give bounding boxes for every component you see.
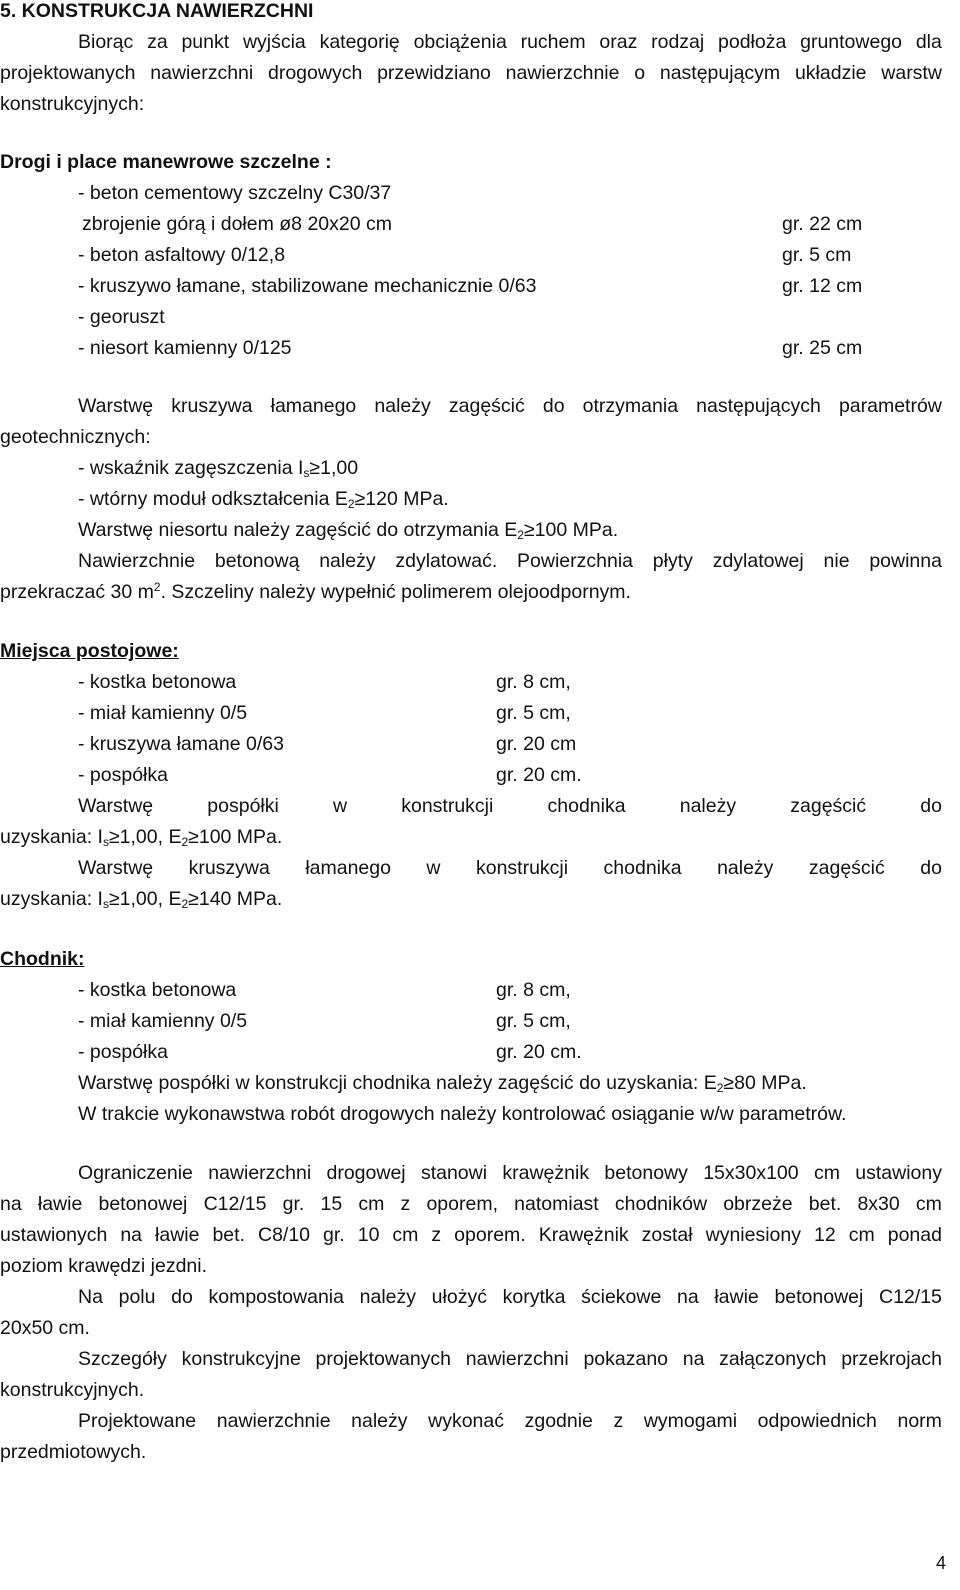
word: kruszywa (188, 857, 270, 879)
niesort-compaction: Warstwę niesortu należy zagęścić do otrzymania E2≥100 MPa. (78, 519, 619, 542)
word: drogowej (326, 1162, 406, 1184)
word: zdylatowej (712, 550, 804, 572)
roads-layer-name: - kruszywo łamane, stabilizowane mechanicznie 0/63 (78, 275, 537, 297)
word: cm (915, 1193, 942, 1215)
details-line-2: konstrukcyjnych. (0, 1379, 145, 1401)
word: C12/15 (879, 1286, 942, 1308)
word: gr. (323, 1224, 345, 1246)
word: kategorię (319, 31, 400, 53)
roads-layer-thickness: gr. 25 cm (782, 337, 863, 359)
word: należy (679, 795, 737, 817)
parking-layer-name: - pospółka (78, 764, 168, 786)
word: gr. (282, 1193, 305, 1215)
word: zgodnie (524, 1410, 593, 1432)
parking-note-2-line-1 (78, 853, 942, 884)
word: łamanego (270, 395, 357, 417)
word: konstrukcji (401, 795, 494, 817)
word: 12 (814, 1224, 836, 1246)
word: wykonać (428, 1410, 504, 1432)
parking-layer-name: - kostka betonowa (78, 671, 237, 693)
word: 8x30 (857, 1193, 900, 1215)
roads-heading: Drogi i place manewrowe szczelne : (0, 151, 332, 173)
word: nawierzchni (465, 1348, 569, 1370)
word: zagęścić (790, 795, 867, 817)
word: konstrukcyjne (181, 1348, 301, 1370)
word: natomiast (514, 1193, 599, 1215)
sidewalk-layer-thickness: gr. 8 cm, (496, 979, 571, 1001)
word: należy (374, 395, 431, 417)
dilatation-line-2: przekraczać 30 $m^2$. Szczeliny należy wypełnić polimerem olejoodpornym. (0, 580, 631, 603)
word: obciążenia (413, 31, 507, 53)
word: drogowych (268, 62, 363, 84)
word: Nawierzchnie (78, 550, 196, 572)
word: ławie (37, 1193, 83, 1215)
word: Powierzchnia (517, 550, 634, 572)
word: należy (351, 1410, 408, 1432)
word: dla (915, 31, 942, 53)
sidewalk-heading: Chodnik: (0, 948, 85, 970)
word: na (682, 1348, 705, 1370)
word: należy (359, 1286, 417, 1308)
roads-layer-name: - beton cementowy szczelny C30/37 (78, 182, 392, 204)
parking-note-1-line-2: uzyskania: Is≥1,00, E2≥100 MPa. (0, 826, 283, 849)
compaction-intro-line-2: geotechnicznych: (0, 426, 151, 448)
roads-layer-name: - niesort kamienny 0/125 (78, 337, 292, 359)
word: C12/15 (203, 1193, 267, 1215)
param-secondary-modulus: - wtórny moduł odkształcenia E2≥120 MPa. (78, 488, 449, 511)
word: powinna (869, 550, 942, 572)
compost-line-2: 20x50 cm. (0, 1317, 90, 1339)
word: konstrukcji (475, 857, 569, 879)
compaction-intro-line-1 (78, 391, 942, 422)
word: podłoża (718, 31, 787, 53)
word: bet. (212, 1224, 245, 1246)
word: wyniesiony (705, 1224, 802, 1246)
word: do (920, 795, 942, 817)
word: oporem, (426, 1193, 498, 1215)
word: pospółki (207, 795, 279, 817)
curb-line-4: poziom krawędzi jezdni. (0, 1255, 208, 1277)
parking-layer-thickness: gr. 20 cm (496, 733, 577, 755)
roads-layer-thickness: gr. 22 cm (782, 213, 863, 235)
word: cm (813, 1162, 840, 1184)
word: na (0, 1193, 22, 1215)
word: przewidziano (377, 62, 491, 84)
roads-layer-thickness: gr. 12 cm (782, 275, 863, 297)
word: chodnika (603, 857, 682, 879)
word: Ograniczenie (78, 1162, 193, 1184)
word: w (426, 857, 441, 879)
word: za (147, 31, 168, 53)
parking-layer-name: - miał kamienny 0/5 (78, 702, 248, 724)
word: Krawężnik (538, 1224, 629, 1246)
word: na (120, 1224, 143, 1246)
word: w (332, 795, 348, 817)
roads-layer-thickness: gr. 5 cm (782, 244, 852, 266)
word: otrzymania (582, 395, 679, 417)
curb-line-3 (0, 1220, 942, 1251)
word: 15 (320, 1193, 343, 1215)
intro-line-2 (0, 58, 942, 89)
word: nawierzchni (208, 1162, 312, 1184)
word: kruszywa (171, 395, 253, 417)
word: zdylatować. (395, 550, 498, 572)
word: stanowi (420, 1162, 488, 1184)
word: obrzeże (723, 1193, 793, 1215)
word: betonową (214, 550, 300, 572)
word: ławie (155, 1224, 200, 1246)
word: ustawionych (0, 1224, 108, 1246)
word: 10 (357, 1224, 380, 1246)
sidewalk-note-2: W trakcie wykonawstwa robót drogowych należy kontrolować osiąganie w/w parametrów. (78, 1103, 847, 1125)
word: nawierzchnie (505, 62, 620, 84)
word: cm (848, 1224, 875, 1246)
word: nie (823, 550, 850, 572)
param-compaction-index: - wskaźnik zagęszczenia Is≥1,00 (78, 457, 359, 480)
word: Na (78, 1286, 103, 1308)
word: bet. (808, 1193, 842, 1215)
word: ściekowe (581, 1286, 662, 1308)
word: ruchem (520, 31, 586, 53)
word: C8/10 (257, 1224, 311, 1246)
sidewalk-layer-thickness: gr. 20 cm. (496, 1041, 582, 1063)
word: Warstwę (78, 857, 154, 879)
word: z (400, 1193, 411, 1215)
word: o (634, 62, 646, 84)
word: gruntowego (800, 31, 903, 53)
section-heading: 5. KONSTRUKCJA NAWIERZCHNI (0, 0, 314, 22)
intro-line-3: konstrukcyjnych: (0, 93, 145, 115)
word: chodników (614, 1193, 708, 1215)
word: warstw (881, 62, 942, 84)
word: 15x30x100 (703, 1162, 799, 1184)
word: ustawiony (855, 1162, 942, 1184)
word: kompostowania (208, 1286, 344, 1308)
word: zagęścić (448, 395, 525, 417)
word: betonowej (774, 1286, 864, 1308)
word: Warstwę (78, 395, 154, 417)
word: parametrów (838, 395, 942, 417)
word: ponad (887, 1224, 942, 1246)
parking-note-2-line-2: uzyskania: Is≥1,00, E2≥140 MPa. (0, 888, 283, 911)
curb-line-2 (0, 1189, 942, 1220)
word: oporem. (454, 1224, 526, 1246)
word: ułożyć (431, 1286, 487, 1308)
word: norm (897, 1410, 942, 1432)
word: Projektowane (78, 1410, 197, 1432)
word: nawierzchni (150, 62, 254, 84)
word: korytka (502, 1286, 566, 1308)
word: należy (717, 857, 774, 879)
word: następującym (659, 62, 781, 84)
word: odpowiednich (757, 1410, 877, 1432)
word: z (613, 1410, 624, 1432)
word: pokazano (583, 1348, 669, 1370)
word: betonowej (98, 1193, 188, 1215)
word: cm (392, 1224, 419, 1246)
word: oraz (599, 31, 638, 53)
word: łamanego (305, 857, 391, 879)
word: krawężnik (502, 1162, 590, 1184)
details-line-1 (78, 1344, 942, 1375)
sidewalk-layer-name: - miał kamienny 0/5 (78, 1010, 248, 1032)
word: wyjścia (242, 31, 306, 53)
word: płyty (652, 550, 693, 572)
norms-line-2: przedmiotowych. (0, 1441, 147, 1463)
word: projektowanych (0, 62, 136, 84)
word: przekrojach (841, 1348, 942, 1370)
sidewalk-layer-thickness: gr. 5 cm, (496, 1010, 571, 1032)
word: rodzaj (651, 31, 705, 53)
word: Biorąc (78, 31, 134, 53)
parking-note-1-line-1 (78, 791, 942, 822)
sidewalk-layer-name: - pospółka (78, 1041, 168, 1063)
roads-layer-name: - georuszt (78, 306, 165, 328)
word: projektowanych (315, 1348, 452, 1370)
word: wymogami (643, 1410, 738, 1432)
curb-line-1 (78, 1158, 942, 1189)
word: ławie (714, 1286, 759, 1308)
word: układzie (794, 62, 867, 84)
word: do (542, 395, 565, 417)
word: załączonych (719, 1348, 827, 1370)
roads-layer-name: - beton asfaltowy 0/12,8 (78, 244, 286, 266)
word: cm (358, 1193, 385, 1215)
word: Warstwę (78, 795, 154, 817)
norms-line-1 (78, 1406, 942, 1437)
dilatation-line-1 (78, 546, 942, 577)
word: chodnika (547, 795, 626, 817)
word: polu (118, 1286, 156, 1308)
word: do (171, 1286, 193, 1308)
sidewalk-note-1: Warstwę pospółki w konstrukcji chodnika należy zagęścić do uzyskania: E2≥80 MPa. (78, 1072, 807, 1095)
sidewalk-layer-name: - kostka betonowa (78, 979, 237, 1001)
intro-line-1 (78, 27, 942, 58)
word: betonowy (604, 1162, 688, 1184)
compost-line-1 (78, 1282, 942, 1313)
word: Szczegóły (78, 1348, 167, 1370)
word: z (431, 1224, 442, 1246)
word: został (641, 1224, 693, 1246)
word: punkt (181, 31, 230, 53)
word: zagęścić (808, 857, 885, 879)
roads-layer-name: zbrojenie górą i dołem ø8 20x20 cm (82, 213, 392, 235)
parking-layer-thickness: gr. 20 cm. (496, 764, 582, 786)
word: nawierzchnie (216, 1410, 331, 1432)
word: następujących (696, 395, 821, 417)
page-number: 4 (935, 1553, 946, 1573)
word: należy (319, 550, 376, 572)
parking-heading: Miejsca postojowe: (0, 640, 179, 662)
parking-layer-thickness: gr. 8 cm, (496, 671, 571, 693)
word: do (920, 857, 942, 879)
parking-layer-thickness: gr. 5 cm, (496, 702, 571, 724)
word: na (676, 1286, 699, 1308)
parking-layer-name: - kruszywa łamane 0/63 (78, 733, 284, 755)
